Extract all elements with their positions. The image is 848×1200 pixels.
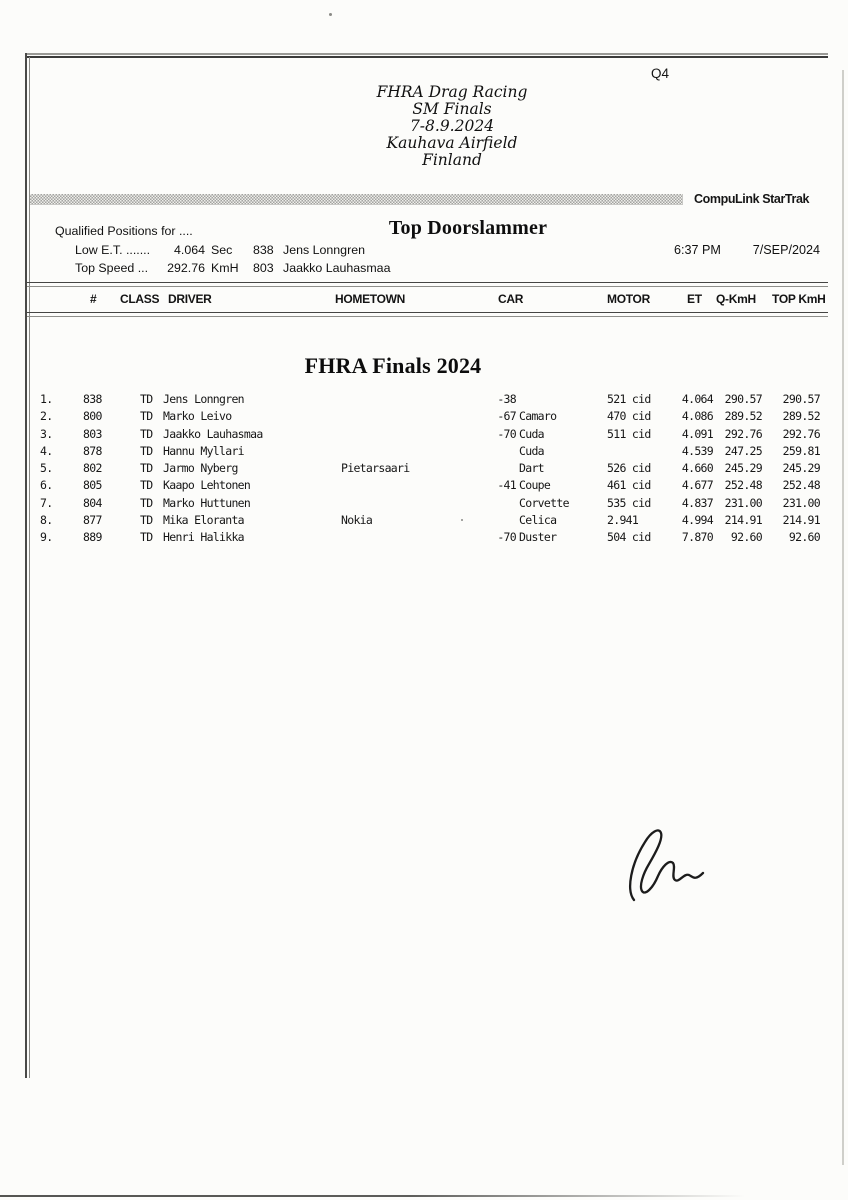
row-top-kmh: 92.60 bbox=[788, 530, 820, 544]
top-speed-label: Top Speed ... bbox=[75, 261, 149, 275]
low-et-car-number: 838 bbox=[253, 243, 274, 257]
col-header-top-kmh: TOP KmH bbox=[772, 292, 826, 306]
row-car-year: -38 bbox=[497, 392, 516, 406]
col-header-et: ET bbox=[687, 292, 702, 306]
row-et: 4.086 bbox=[681, 409, 713, 424]
row-class: TD bbox=[140, 530, 153, 544]
row-car-model: Duster bbox=[519, 530, 557, 544]
row-car-number: 889 bbox=[83, 530, 102, 544]
row-class: TD bbox=[140, 443, 153, 458]
row-q-kmh: 247.25 bbox=[724, 443, 762, 458]
low-et-unit: Sec bbox=[211, 243, 233, 257]
row-position: 2. bbox=[40, 409, 53, 424]
row-car-number: 838 bbox=[83, 392, 102, 406]
row-et: 4.064 bbox=[681, 392, 713, 406]
table-row bbox=[0, 444, 848, 459]
row-class: TD bbox=[140, 461, 153, 475]
row-driver: Mika Eloranta bbox=[163, 512, 244, 527]
table-row bbox=[0, 478, 848, 493]
row-position: 3. bbox=[40, 426, 53, 441]
table-row bbox=[0, 409, 848, 424]
row-car-model: Corvette bbox=[519, 495, 569, 510]
row-car-number: 877 bbox=[83, 512, 102, 527]
event-title-line: FHRA Drag Racing bbox=[376, 83, 528, 101]
row-q-kmh: 92.60 bbox=[730, 530, 762, 544]
row-car-year: -41 bbox=[497, 478, 516, 493]
row-q-kmh: 289.52 bbox=[724, 409, 762, 424]
top-speed-line bbox=[0, 261, 848, 276]
row-car-model: Coupe bbox=[519, 478, 551, 493]
top-speed-value: 292.76 bbox=[167, 261, 205, 275]
col-header-q-kmh: Q-KmH bbox=[716, 292, 756, 306]
row-driver: Jens Lonngren bbox=[163, 392, 244, 406]
row-et: 4.837 bbox=[681, 495, 713, 510]
event-title-line: SM Finals bbox=[412, 100, 492, 118]
row-q-kmh: 231.00 bbox=[724, 495, 762, 510]
row-q-kmh: 245.29 bbox=[724, 461, 762, 475]
col-header-driver: DRIVER bbox=[168, 292, 212, 306]
page-border-top bbox=[25, 53, 828, 55]
row-class: TD bbox=[140, 392, 153, 406]
row-q-kmh: 252.48 bbox=[724, 478, 762, 493]
row-car-number: 878 bbox=[83, 443, 102, 458]
row-et: 4.091 bbox=[681, 426, 713, 441]
row-top-kmh: 231.00 bbox=[782, 495, 820, 510]
col-header-number: # bbox=[90, 292, 97, 306]
row-motor: 521 cid bbox=[607, 392, 651, 406]
signature-mark bbox=[612, 812, 712, 912]
table-row bbox=[0, 392, 848, 407]
low-et-value: 4.064 bbox=[173, 243, 205, 257]
row-position: 6. bbox=[40, 478, 53, 493]
row-car-model: Cuda bbox=[519, 443, 544, 458]
event-title-block bbox=[302, 84, 602, 169]
row-et: 7.870 bbox=[681, 530, 713, 544]
row-top-kmh: 292.76 bbox=[782, 426, 820, 441]
row-driver: Marko Leivo bbox=[163, 409, 232, 424]
row-car-year: -70 bbox=[497, 530, 516, 544]
table-rule-bottom bbox=[27, 312, 828, 317]
row-top-kmh: 214.91 bbox=[782, 512, 820, 527]
row-motor: 470 cid bbox=[607, 409, 651, 424]
row-motor: 2.941 bbox=[607, 512, 639, 527]
top-speed-driver: Jaakko Lauhasmaa bbox=[283, 261, 391, 275]
row-class: TD bbox=[140, 495, 153, 510]
row-top-kmh: 252.48 bbox=[782, 478, 820, 493]
low-et-line bbox=[0, 243, 848, 258]
page-border-top-inner bbox=[25, 56, 828, 58]
row-class: TD bbox=[140, 512, 153, 527]
row-car-number: 805 bbox=[83, 478, 102, 493]
row-class: TD bbox=[140, 426, 153, 441]
row-driver: Jaakko Lauhasmaa bbox=[163, 426, 263, 441]
table-rule-top bbox=[27, 282, 828, 287]
row-car-number: 802 bbox=[83, 461, 102, 475]
row-motor: 511 cid bbox=[607, 426, 651, 441]
table-row bbox=[0, 513, 848, 528]
row-top-kmh: 245.29 bbox=[782, 461, 820, 475]
event-title-line: Kauhava Airfield bbox=[386, 134, 518, 152]
print-date: 7/SEP/2024 bbox=[752, 243, 820, 257]
section-title: FHRA Finals 2024 bbox=[304, 353, 482, 378]
table-row bbox=[0, 496, 848, 511]
row-top-kmh: 259.81 bbox=[782, 443, 820, 458]
row-motor: 535 cid bbox=[607, 495, 651, 510]
row-car-number: 803 bbox=[83, 426, 102, 441]
low-et-label: Low E.T. ....... bbox=[75, 243, 151, 257]
row-position: 7. bbox=[40, 495, 53, 510]
row-motor: 526 cid bbox=[607, 461, 651, 475]
row-position: 1. bbox=[40, 392, 53, 406]
timing-system-brand: CompuLink StarTrak bbox=[694, 192, 810, 206]
row-position: 9. bbox=[40, 530, 53, 544]
row-driver: Marko Huttunen bbox=[163, 495, 251, 510]
row-car-model: Celica bbox=[519, 512, 557, 527]
row-hometown: Nokia bbox=[341, 512, 373, 527]
scan-bottom-line bbox=[0, 1195, 745, 1197]
col-header-car: CAR bbox=[498, 292, 524, 306]
scan-right-edge bbox=[842, 70, 844, 1165]
row-car-model: Cuda bbox=[519, 426, 544, 441]
print-time: 6:37 PM bbox=[674, 243, 721, 257]
col-header-class: CLASS bbox=[120, 292, 160, 306]
row-top-kmh: 290.57 bbox=[782, 392, 820, 406]
low-et-driver: Jens Lonngren bbox=[283, 243, 365, 257]
dither-separator bbox=[30, 194, 683, 205]
row-car-year: -70 bbox=[497, 426, 516, 441]
row-driver: Kaapo Lehtonen bbox=[163, 478, 251, 493]
row-q-kmh: 290.57 bbox=[724, 392, 762, 406]
row-q-kmh: 292.76 bbox=[724, 426, 762, 441]
table-row bbox=[0, 427, 848, 442]
col-header-motor: MOTOR bbox=[607, 292, 650, 306]
row-top-kmh: 289.52 bbox=[782, 409, 820, 424]
row-car-year: -67 bbox=[497, 409, 516, 424]
event-title-line: 7-8.9.2024 bbox=[409, 117, 495, 135]
row-car-number: 804 bbox=[83, 495, 102, 510]
row-et: 4.677 bbox=[681, 478, 713, 493]
row-driver: Henri Halikka bbox=[163, 530, 244, 544]
top-speed-car-number: 803 bbox=[253, 261, 274, 275]
qualified-positions-label: Qualified Positions for .... bbox=[55, 224, 193, 238]
row-et: 4.539 bbox=[681, 443, 713, 458]
table-header-row bbox=[0, 292, 848, 308]
scan-speck bbox=[329, 13, 332, 16]
row-driver: Hannu Myllari bbox=[163, 443, 244, 458]
table-row bbox=[0, 530, 848, 545]
category-title: Top Doorslammer bbox=[388, 217, 548, 239]
row-car-number: 800 bbox=[83, 409, 102, 424]
row-position: 4. bbox=[40, 443, 53, 458]
row-et: 4.660 bbox=[681, 461, 713, 475]
table-row bbox=[0, 461, 848, 476]
row-driver: Jarmo Nyberg bbox=[163, 461, 238, 475]
row-q-kmh: 214.91 bbox=[724, 512, 762, 527]
top-speed-unit: KmH bbox=[211, 261, 239, 275]
row-motor: 504 cid bbox=[607, 530, 651, 544]
event-title-line: Finland bbox=[422, 151, 482, 169]
row-class: TD bbox=[140, 478, 153, 493]
row-class: TD bbox=[140, 409, 153, 424]
round-label: Q4 bbox=[651, 66, 670, 81]
row-hometown: Pietarsaari bbox=[341, 461, 410, 475]
col-header-hometown: HOMETOWN bbox=[335, 292, 406, 306]
row-et: 4.994 bbox=[681, 512, 713, 527]
row-car-model: Camaro bbox=[519, 409, 557, 424]
row-position: 8. bbox=[40, 512, 53, 527]
row-motor: 461 cid bbox=[607, 478, 651, 493]
row-car-model: Dart bbox=[519, 461, 544, 475]
row-position: 5. bbox=[40, 461, 53, 475]
